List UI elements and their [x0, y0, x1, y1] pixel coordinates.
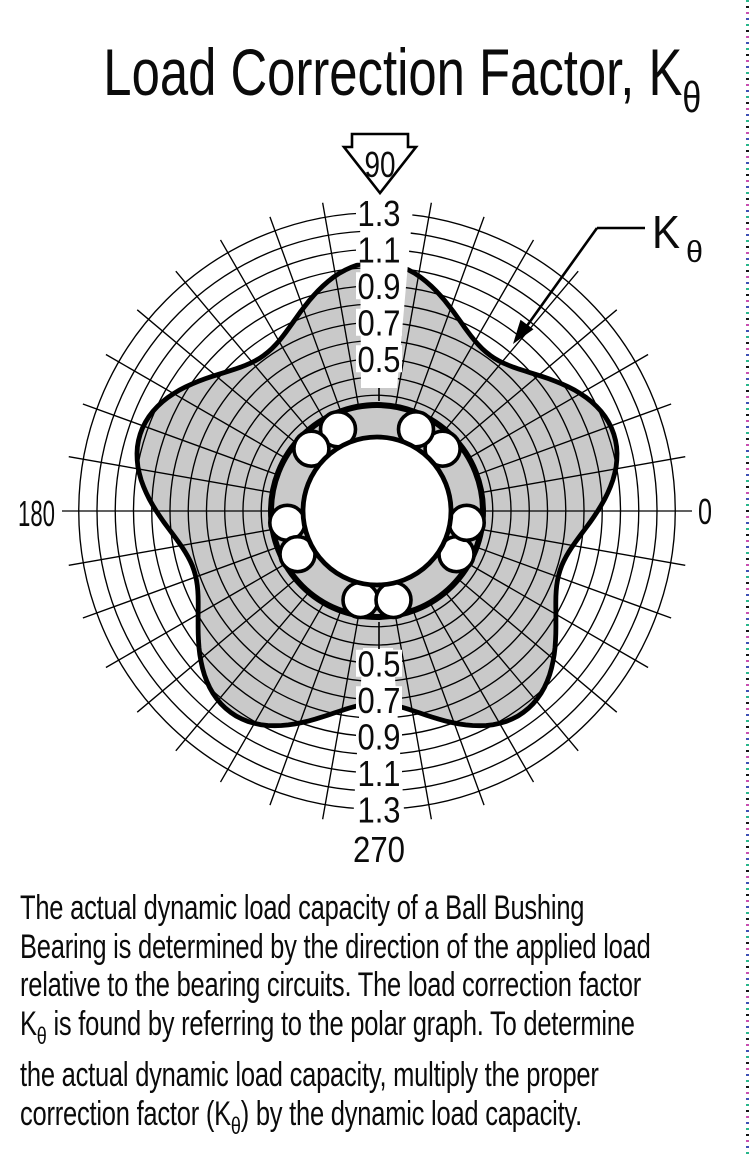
caption-line-4: $K_\theta$ is found by referring to the polar graph. To determine: [20, 1004, 635, 1050]
radial-tick-label-top: 1.3: [357, 192, 401, 234]
radial-tick-label-top: 0.7: [357, 302, 401, 344]
bearing-ball: [449, 505, 484, 540]
page-title-text: Load Correction Factor, $K_\theta$: [103, 35, 702, 122]
theta-subscript: θ: [230, 1112, 241, 1140]
bearing-ball: [343, 583, 378, 618]
radial-tick-label-bottom: 0.9: [357, 716, 401, 758]
bearing-ball: [376, 583, 411, 618]
caption-line-5: the actual dynamic load capacity, multiply the proper: [20, 1056, 599, 1095]
radial-tick-label-bottom: 0.5: [357, 643, 401, 685]
caption-line-2: Bearing is determined by the direction of the applied load: [20, 927, 651, 966]
angle-label-0: 0: [698, 491, 712, 532]
caption-paragraph: [20, 889, 651, 1147]
callout-label: K: [652, 206, 681, 258]
radial-tick-label-bottom: 1.3: [357, 789, 401, 831]
bearing-bore: [303, 437, 451, 585]
callout-label-subscript: θ: [686, 234, 703, 269]
caption-line-6: correction factor $(K_\theta)$ by the dynamic load capacity.: [20, 1094, 582, 1140]
print-registration-marks: [746, 0, 749, 1156]
angle-label-270: 270: [353, 829, 405, 870]
radial-tick-label-top: 0.5: [357, 338, 401, 380]
caption-line-3: relative to the bearing circuits. The load correction factor: [20, 966, 642, 1005]
bearing-graphic: [270, 405, 484, 618]
radial-tick-label-top: 1.1: [357, 229, 401, 271]
radial-tick-label-top: 0.9: [357, 265, 401, 307]
theta-subscript: θ: [36, 1022, 47, 1050]
angle-label-90: 90: [364, 144, 396, 185]
angle-label-180: 180: [18, 493, 55, 534]
radial-tick-label-bottom: 1.1: [357, 752, 401, 794]
radial-tick-label-bottom: 0.7: [357, 679, 401, 721]
theta-subscript: θ: [682, 73, 702, 122]
caption-line-1: The actual dynamic load capacity of a Ball Bushing: [20, 889, 585, 927]
